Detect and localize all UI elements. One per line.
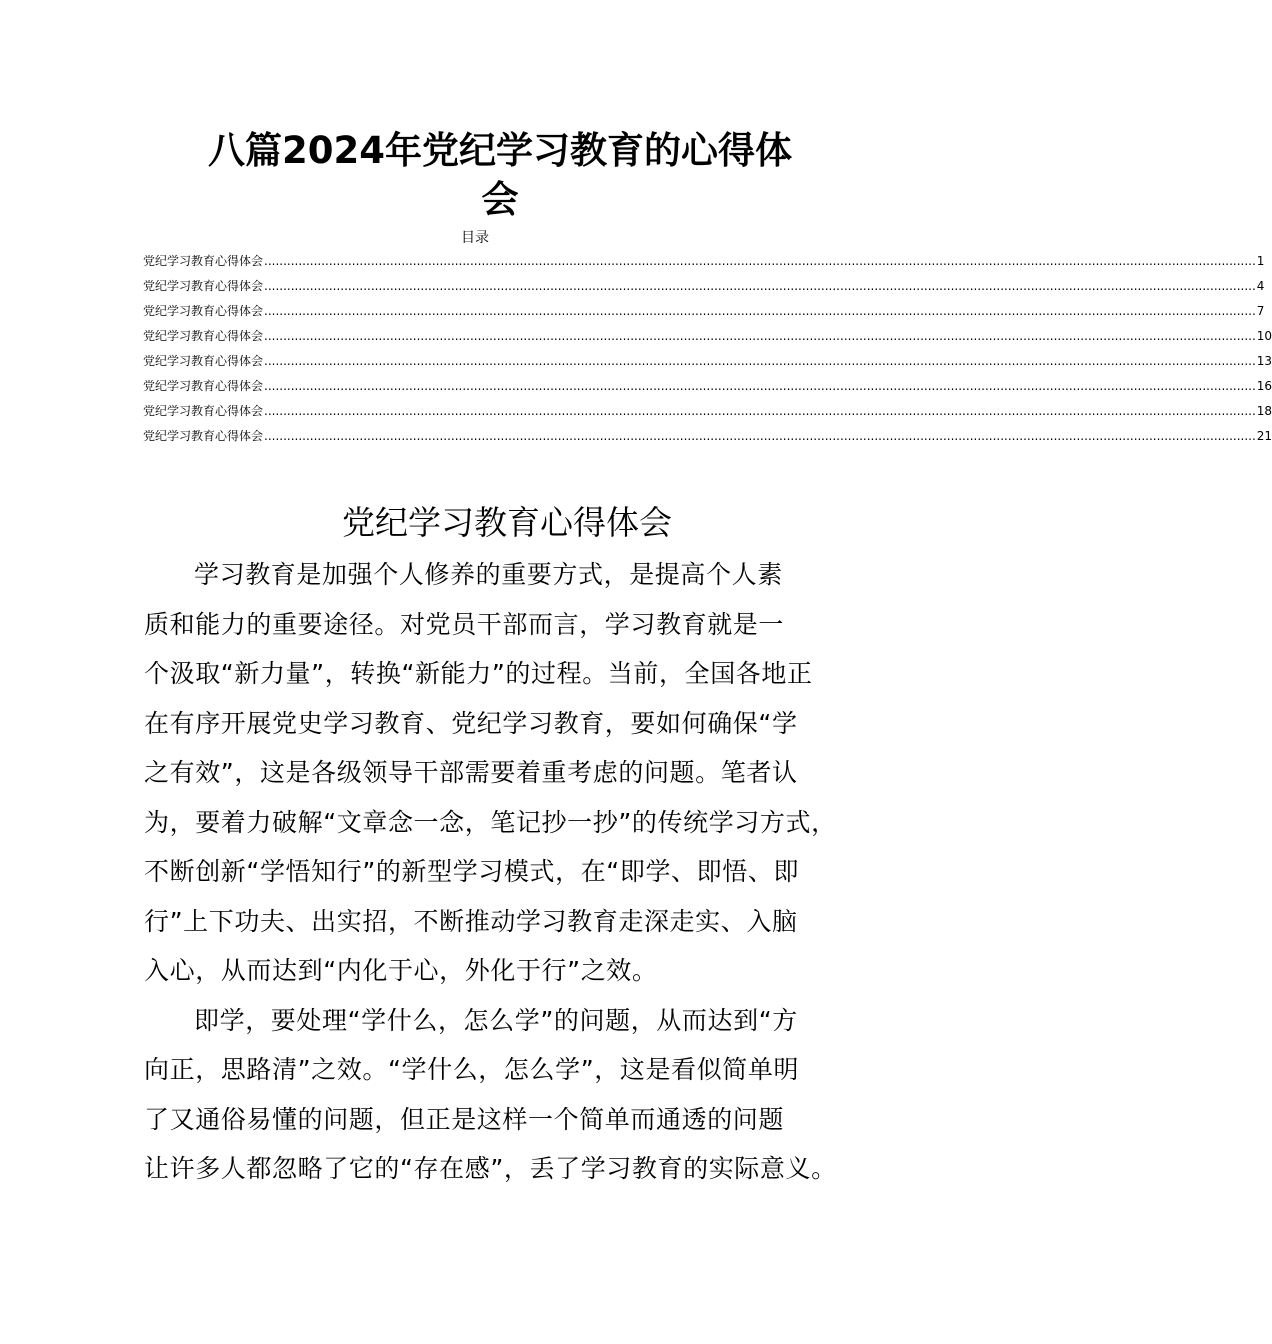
toc-entry[interactable] [143,327,1272,352]
toc-entry-page: 1 [1256,254,1265,268]
toc-entry-label: 党纪学习教育心得体会 [143,329,264,343]
paragraph-line: 学习教育是加强个人修养的重要方式，是提高个人素 [194,560,783,589]
toc-leader-dots: .................................................................................................................................................................................................................................................................... [264,304,1256,318]
paragraph-line: 了又通俗易懂的问题，但正是这样一个简单而通透的问题 [144,1104,785,1134]
document-title-line-2: 会 [481,178,519,221]
toc-entry[interactable] [143,352,1272,377]
toc-entry[interactable] [143,427,1272,452]
toc-entry[interactable] [143,302,1265,327]
toc-entry[interactable] [143,402,1272,427]
paragraph-line: 向正，思路清”之效。“学什么，怎么学”，这是看似简单明 [144,1055,800,1084]
section-title: 党纪学习教育心得体会 [342,503,672,542]
paragraph-line: 个汲取“新力量”，转换“新能力”的过程。当前，全国各地正 [144,659,813,688]
paragraph-line: 入心，从而达到“内化于心，外化于行”之效。 [144,956,658,985]
table-of-contents [143,252,1272,452]
paragraph-line: 即学，要处理“学什么，怎么学”的问题，从而达到“方 [194,1005,798,1035]
toc-entry-label: 党纪学习教育心得体会 [143,254,264,268]
toc-entry-page: 7 [1256,304,1265,318]
toc-leader-dots: .................................................................................................................................................................................................................................................................... [264,379,1256,393]
toc-entry-page: 10 [1256,329,1272,343]
toc-entry-page: 13 [1256,354,1272,368]
toc-entry[interactable] [143,377,1272,402]
toc-leader-dots: .................................................................................................................................................................................................................................................................... [264,254,1256,268]
paragraph-line: 质和能力的重要途径。对党员干部而言，学习教育就是一 [144,609,785,639]
toc-entry-page: 4 [1256,279,1265,293]
toc-entry-label: 党纪学习教育心得体会 [143,304,264,318]
toc-entry-label: 党纪学习教育心得体会 [143,404,264,418]
paragraph-line: 为，要着力破解“文章念一念，笔记抄一抄”的传统学习方式， [144,807,837,837]
toc-entry[interactable] [143,252,1265,277]
paragraph-line: 不断创新“学悟知行”的新型学习模式，在“即学、即悟、即 [144,857,800,886]
document-title [200,126,800,224]
section-body [144,550,837,1194]
toc-entry[interactable] [143,277,1265,302]
toc-entry-page: 21 [1256,429,1272,443]
paragraph-line: 让许多人都忽略了它的“存在感”，丢了学习教育的实际意义。 [144,1154,837,1183]
toc-leader-dots: .................................................................................................................................................................................................................................................................... [264,404,1256,418]
document-title-line-1: 八篇2024年党纪学习教育的心得体 [208,129,792,172]
toc-leader-dots: .................................................................................................................................................................................................................................................................... [264,279,1256,293]
toc-leader-dots: .................................................................................................................................................................................................................................................................... [264,429,1256,443]
toc-leader-dots: .................................................................................................................................................................................................................................................................... [264,354,1256,368]
paragraph-line: 行”上下功夫、出实招，不断推动学习教育走深走实、入脑 [144,906,798,936]
toc-entry-label: 党纪学习教育心得体会 [143,279,264,293]
toc-entry-label: 党纪学习教育心得体会 [143,429,264,443]
paragraph-line: 之有效”，这是各级领导干部需要着重考虑的问题。笔者认 [144,758,798,787]
toc-heading: 目录 [461,230,489,246]
toc-entry-page: 16 [1256,379,1272,393]
toc-entry-label: 党纪学习教育心得体会 [143,354,264,368]
toc-leader-dots: .................................................................................................................................................................................................................................................................... [264,329,1256,343]
paragraph-line: 在有序开展党史学习教育、党纪学习教育，要如何确保“学 [144,708,798,738]
toc-entry-page: 18 [1256,404,1272,418]
toc-entry-label: 党纪学习教育心得体会 [143,379,264,393]
